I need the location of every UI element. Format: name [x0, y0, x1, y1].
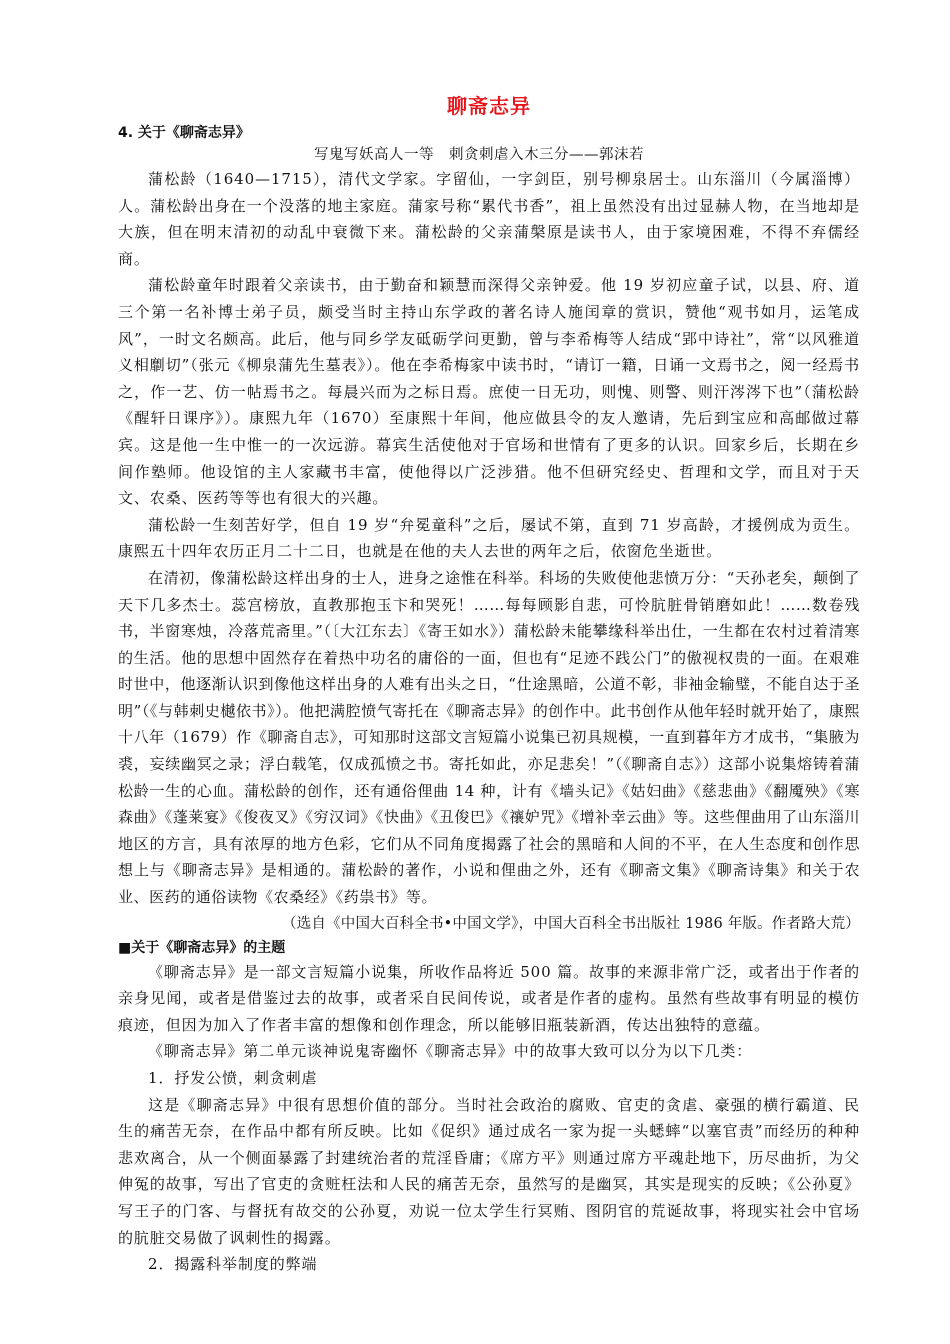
source-note: （选自《中国大百科全书•中国文学》，中国大百科全书出版社 1986 年版。作者路大荒）: [281, 915, 860, 932]
page-title: 聊斋志异: [447, 94, 531, 118]
paragraph-works: 在清初，像蒲松龄这样出身的士人，进身之途惟在科举。科场的失败使他悲愤万分：“天孙老矣，颠倒了天下几多杰士。蕊宫榜放，直教那抱玉卞和哭死！……每每顾影自悲，可怜肮脏骨销磨如此！……数卷残书，半窗寒烛，冷落荒斋里。”（〔大江东去〕《寄王如水》）蒲松龄未能攀缘科举出仕，一生都在农村过着清寒的生活。他的思想中固然存在着热中功名的庸俗的一面，但也有“足迹不践公门”的傲视权贵的一面。在艰难时世中，他逐渐认识到像他这样出身的人难有出头之日，“仕途黑暗，公道不彰，非袖金输璧，不能自达于圣明”（《与韩刺史樾依书》）。他把满腔愤气寄托在《聊斋志异》的创作中。此书创作从他年轻时就开始了，康熙十八年（1679）作《聊斋自志》，可知那时这部文言短篇小说集已初具规模，一直到暮年方才成书，“集腋为裘，妄续幽冥之录；浮白载笔，仅成孤愤之书。寄托如此，亦足悲矣！”（《聊斋自志》）这部小说集熔铸着蒲松龄一生的心血。蒲松龄的创作，还有通俗俚曲 14 种，计有《墙头记》《姑妇曲》《慈悲曲》《翻魇殃》《寒森曲》《蓬莱宴》《俊夜叉》《穷汉词》《快曲》《丑俊巴》《禳妒咒》《增补幸云曲》等。这些俚曲用了山东淄川地区的方言，具有浓厚的地方色彩，它们从不同角度揭露了社会的黑暗和人间的不平，在人生态度和创作思想上与《聊斋志异》是相通的。蒲松龄的著作，小说和俚曲之外，还有《聊斋文集》《聊斋诗集》和关于农业、医药的通俗读物《农桑经》《药祟书》等。: [118, 568, 860, 907]
category-heading-2: 2．揭露科举制度的弊端: [148, 1255, 318, 1274]
epigraph: 写鬼写妖高人一等 刺贪刺虐入木三分——郭沫若: [314, 147, 644, 163]
paragraph-exams: 蒲松龄一生刻苦好学，但自 19 岁“弁冕童科”之后，屡试不第，直到 71 岁高龄，才援例成为贡生。康熙五十四年农历正月二十二日，也就是在他的夫人去世的两年之后，依窗危坐逝世。: [118, 515, 860, 561]
document-page: [118, 92, 860, 1278]
paragraph-categories-intro: 《聊斋志异》第二单元谈神说鬼寄幽怀《聊斋志异》中的故事大致可以分为以下几类：: [148, 1042, 753, 1061]
section-heading-theme: ■关于《聊斋志异》的主题: [118, 939, 286, 956]
paragraph-category-1: 这是《聊斋志异》中很有思想价值的部分。当时社会政治的腐败、官吏的贪虐、豪强的横行霸道、民生的痛苦无奈，在作品中都有所反映。比如《促织》通过成名一家为捉一头蟋蟀“以塞官责”而经历的种种悲欢离合，从一个侧面暴露了封建统治者的荒淫昏庸；《席方平》则通过席方平魂赴地下，历尽曲折，为父伸冤的故事，写出了官吏的贪赃枉法和人民的痛苦无奈，虽然写的是幽冥，其实是现实的反映；《公孙夏》写王子的门客、与督抚有故交的公孙夏，劝说一位太学生行冥贿、图阴官的荒诞故事，将现实社会中官场的肮脏交易做了讽刺性的揭露。: [118, 1095, 860, 1247]
paragraph-bio-intro: 蒲松龄（1640—1715），清代文学家。字留仙，一字剑臣，别号柳泉居士。山东淄川（今属淄博）人。蒲松龄出身在一个没落的地主家庭。蒲家号称“累代书香”，祖上虽然没有出过显赫人物，在当地却是大族，但在明末清初的动乱中衰微下来。蒲松龄的父亲蒲槃原是读书人，由于家境困难，不得不弃儒经商。: [118, 170, 860, 268]
section-heading-about: 4. 关于《聊斋志异》: [118, 125, 250, 141]
paragraph-collection-overview: 《聊斋志异》是一部文言短篇小说集，所收作品将近 500 篇。故事的来源非常广泛，或者出于作者的亲身见闻，或者是借鉴过去的故事，或者采自民间传说，或者是作者的虚构。虽然有些故事有明显的模仿痕迹，但因为加入了作者丰富的想像和创作理念，所以能够旧瓶装新酒，传达出独特的意蕴。: [118, 962, 860, 1034]
paragraph-childhood: 蒲松龄童年时跟着父亲读书，由于勤奋和颖慧而深得父亲钟爱。他 19 岁初应童子试，以县、府、道三个第一名补博士弟子员，颇受当时主持山东学政的著名诗人施闰章的赏识，赞他“观书如月，运笔成风”，一时文名颇高。此后，他与同乡学友砥砺学问更勤，曾与李希梅等人结成“郢中诗社”，常“以风雅道义相劘切”（张元《柳泉蒲先生墓表》）。他在李希梅家中读书时，“请订一籍，日诵一文焉书之，阅一经焉书之，作一艺、仿一帖焉书之。每晨兴而为之标日焉。庶使一日无功，则愧、则警、则汗涔涔下也”（蒲松龄《醒轩日课序》）。康熙九年（1670）至康熙十年间，他应做县令的友人邀请，先后到宝应和高邮做过幕宾。这是他一生中惟一的一次远游。幕宾生活使他对于官场和世情有了更多的认识。回家乡后，长期在乡间作塾师。他设馆的主人家藏书丰富，使他得以广泛涉猎。他不但研究经史、哲理和文学，而且对于天文、农桑、医药等等也有很大的兴趣。: [118, 276, 860, 508]
category-heading-1: 1．抒发公愤，刺贪刺虐: [148, 1069, 318, 1087]
